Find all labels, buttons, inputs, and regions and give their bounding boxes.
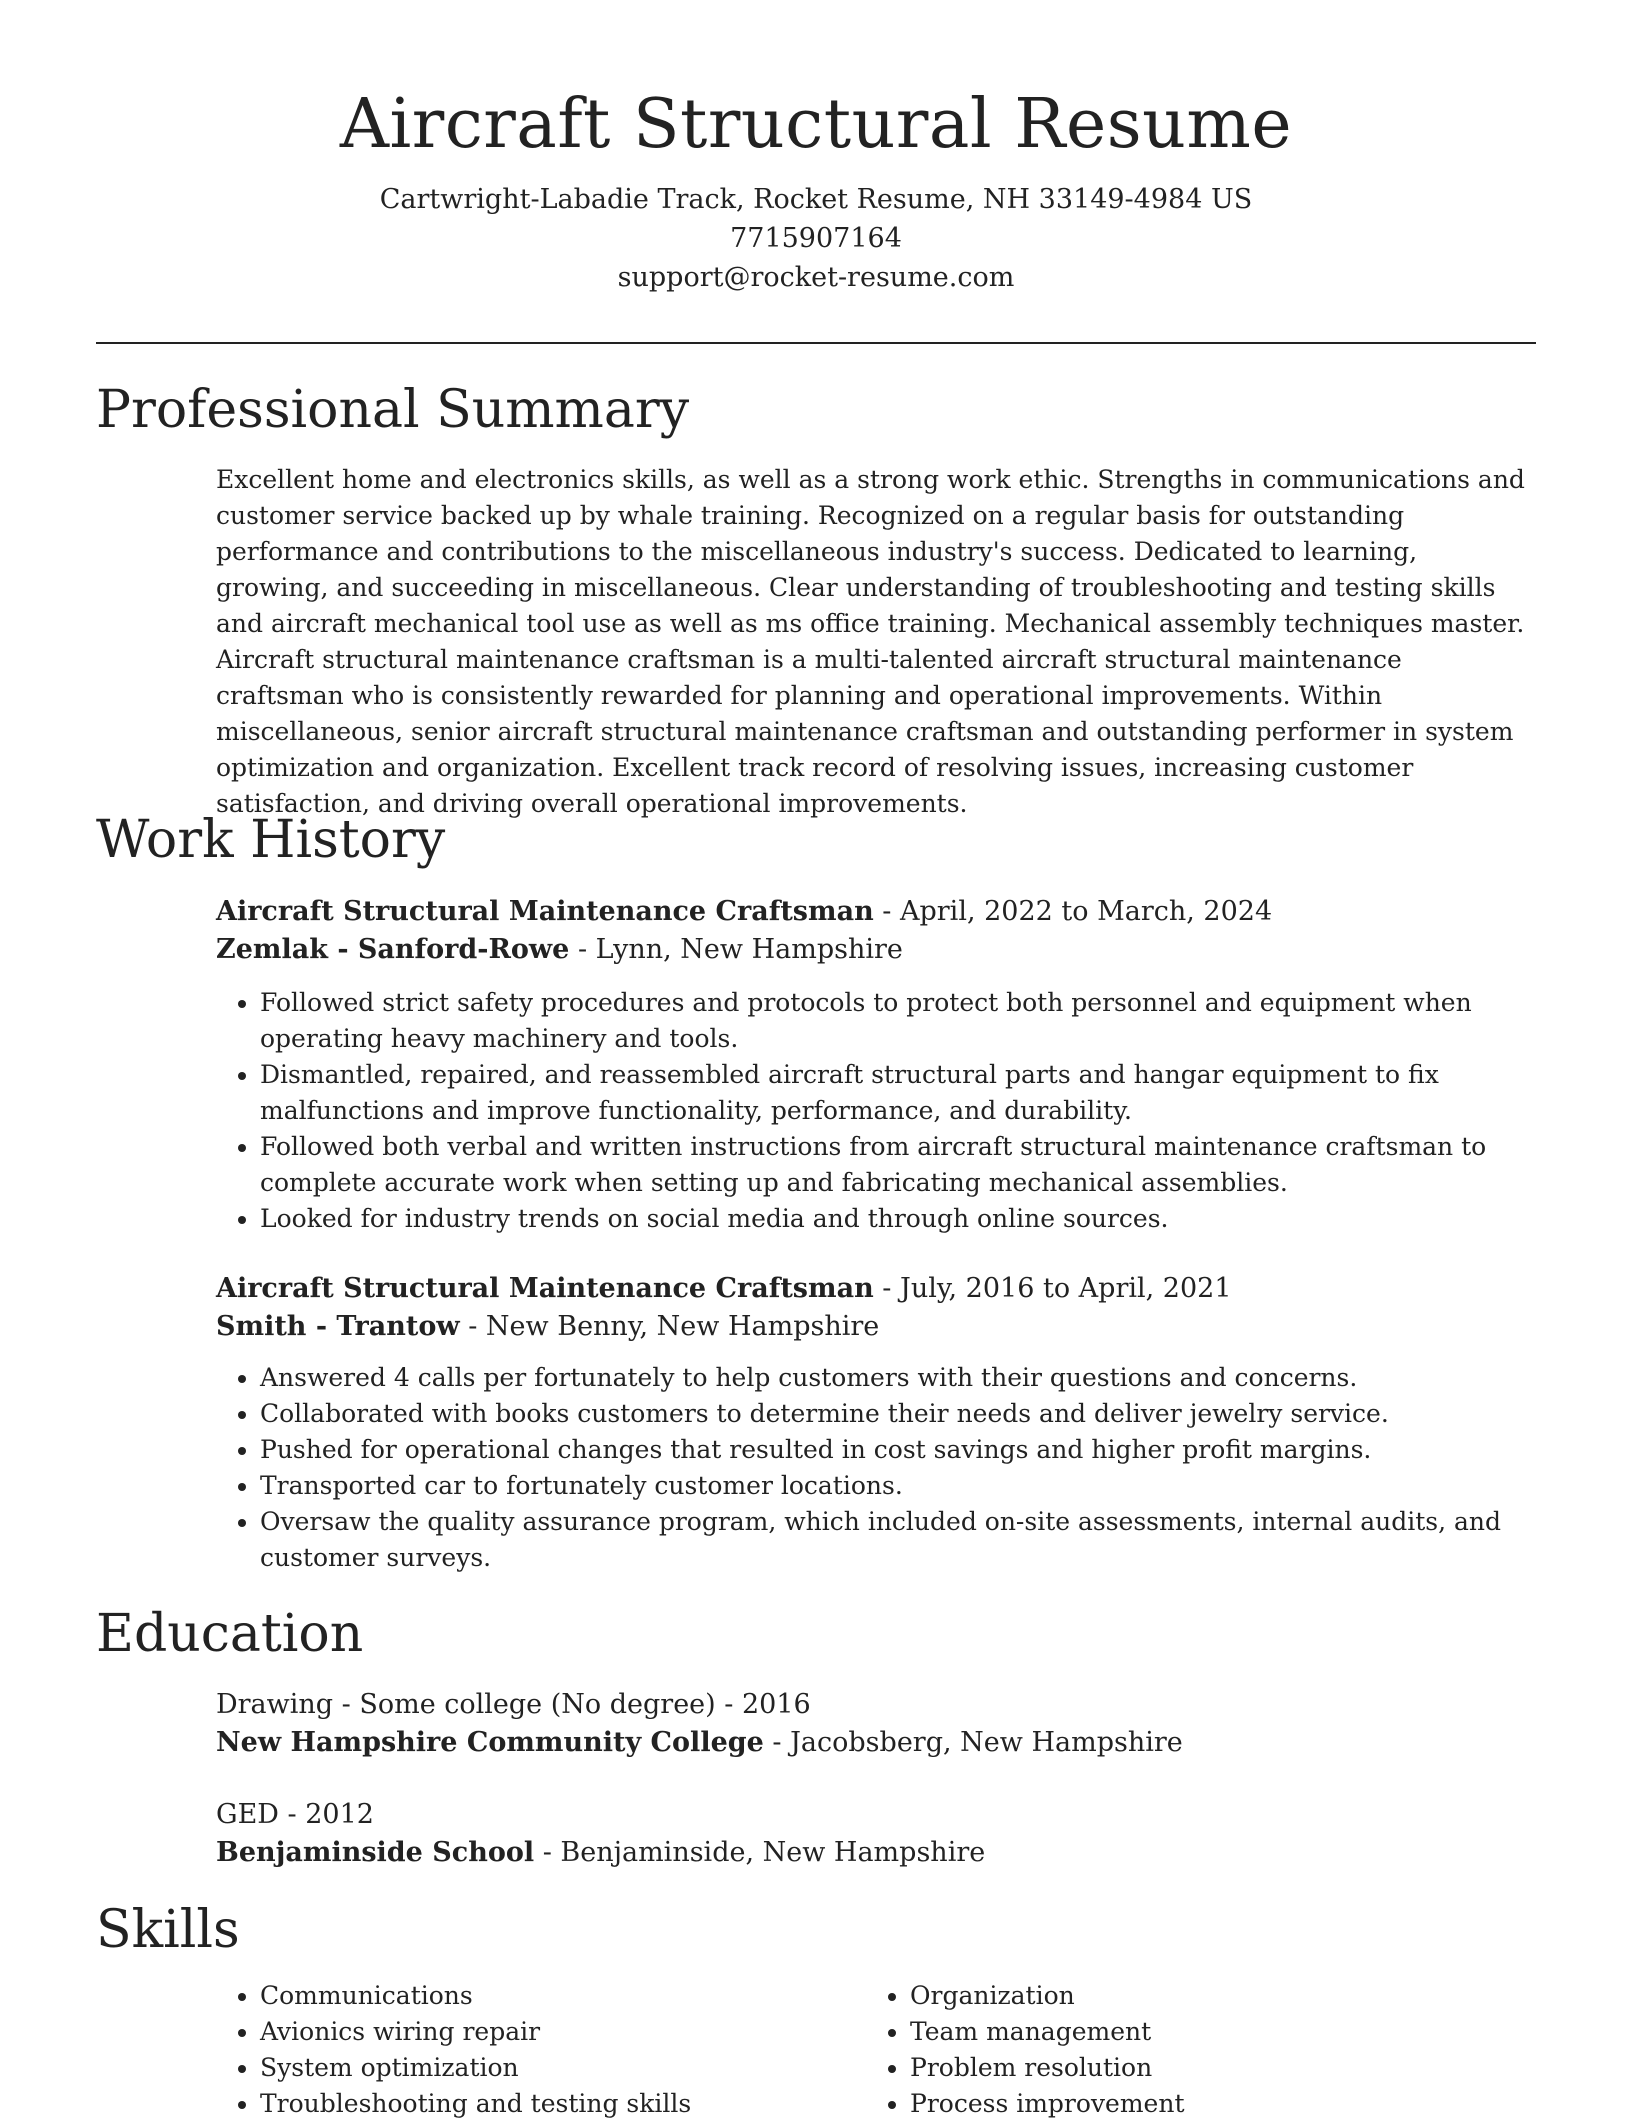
job-bullet: • Collaborated with books customers to determine their needs and deliver jewelry service. (260, 1396, 1536, 1432)
job-entry (216, 893, 1536, 1237)
job-title-line (216, 893, 1536, 931)
skill-item: • System optimization (260, 2050, 816, 2086)
contact-address: Cartwright-Labadie Track, Rocket Resume, NH 33149-4984 US (379, 184, 1253, 215)
job-dates: - July, 2016 to April, 2021 (873, 1273, 1232, 1304)
skill-item: • Team management (910, 2014, 1466, 2050)
job-entry (216, 1270, 1536, 1576)
education-heading: Education (96, 1604, 364, 1664)
education-school-line (216, 1834, 1536, 1872)
job-position: Aircraft Structural Maintenance Craftsman (216, 1273, 874, 1304)
skills-column-left (216, 1978, 816, 2122)
employer-line (216, 931, 1536, 969)
job-bullet: • Transported car to fortunately customer locations. (260, 1468, 1536, 1504)
contact-email: support@rocket-resume.com (617, 262, 1015, 293)
education-entry (216, 1686, 1536, 1762)
contact-phone: 7715907164 (730, 223, 902, 254)
employer-line (216, 1308, 1536, 1346)
skills-column-right (866, 1978, 1466, 2122)
summary-text: Excellent home and electronics skills, as well as a strong work ethic. Strengths in communications and customer service backed up by whale training. Recognized on a regular basis for outstanding performance and contributions to the miscellaneous industry's success. Dedicated to learning, growing, and succeeding in miscellaneous. Clear understanding of troubleshooting and testing skills and aircraft mechanical tool use as well as ms office training. Mechanical assembly techniques master. Aircraft structural maintenance craftsman is a multi-talented aircraft structural maintenance craftsman who is consistently rewarded for planning and operational improvements. Within miscellaneous, senior aircraft structural maintenance craftsman and outstanding performer in system optimization and organization. Excellent track record of resolving issues, increasing customer satisfaction, and driving overall operational improvements. (216, 465, 1525, 818)
job-bullet: • Looked for industry trends on social media and through online sources. (260, 1201, 1536, 1237)
job-employer: Smith - Trantow (216, 1311, 460, 1342)
summary-heading: Professional Summary (96, 380, 690, 440)
header-divider (96, 342, 1536, 344)
job-location: - Lynn, New Hampshire (569, 934, 903, 965)
education-school-line (216, 1724, 1536, 1762)
job-title-line (216, 1270, 1536, 1308)
job-bullets (216, 1360, 1536, 1576)
skill-item: • Problem resolution (910, 2050, 1466, 2086)
education-school: Benjaminside School (216, 1837, 535, 1868)
education-degree: GED - 2012 (216, 1799, 374, 1830)
job-bullet: • Followed strict safety procedures and protocols to protect both personnel and equipment when operating heavy machinery and tools. (260, 985, 1536, 1057)
skills-list (216, 1978, 816, 2122)
summary-section (216, 462, 1536, 822)
resume-title: Aircraft Structural Resume (339, 85, 1293, 164)
job-bullet: • Answered 4 calls per fortunately to help customers with their questions and concerns. (260, 1360, 1536, 1396)
education-location: - Jacobsberg, New Hampshire (763, 1727, 1183, 1758)
work-history-heading: Work History (96, 810, 446, 870)
skill-item: • Troubleshooting and testing skills (260, 2086, 816, 2122)
job-position: Aircraft Structural Maintenance Craftsman (216, 896, 874, 927)
job-dates: - April, 2022 to March, 2024 (873, 896, 1273, 927)
job-bullet: • Pushed for operational changes that resulted in cost savings and higher profit margins. (260, 1432, 1536, 1468)
job-bullets (216, 985, 1536, 1237)
skills-heading: Skills (96, 1900, 240, 1960)
job-bullet: • Dismantled, repaired, and reassembled aircraft structural parts and hangar equipment to fix malfunctions and improve functionality, performance, and durability. (260, 1057, 1536, 1129)
skills-list (866, 1978, 1466, 2122)
job-bullet: • Oversaw the quality assurance program, which included on-site assessments, internal audits, and customer surveys. (260, 1504, 1536, 1576)
skill-item: • Communications (260, 1978, 816, 2014)
job-bullet: • Followed both verbal and written instructions from aircraft structural maintenance craftsman to complete accurate work when setting up and fabricating mechanical assemblies. (260, 1129, 1536, 1201)
education-school: New Hampshire Community College (216, 1727, 764, 1758)
skill-item: • Avionics wiring repair (260, 2014, 816, 2050)
skill-item: • Process improvement (910, 2086, 1466, 2122)
contact-block (96, 180, 1536, 297)
job-location: - New Benny, New Hampshire (459, 1311, 880, 1342)
education-entry (216, 1796, 1536, 1872)
job-employer: Zemlak - Sanford-Rowe (216, 934, 570, 965)
resume-header (96, 80, 1536, 297)
education-degree: Drawing - Some college (No degree) - 2016 (216, 1689, 811, 1720)
skill-item: • Organization (910, 1978, 1466, 2014)
education-location: - Benjaminside, New Hampshire (534, 1837, 986, 1868)
